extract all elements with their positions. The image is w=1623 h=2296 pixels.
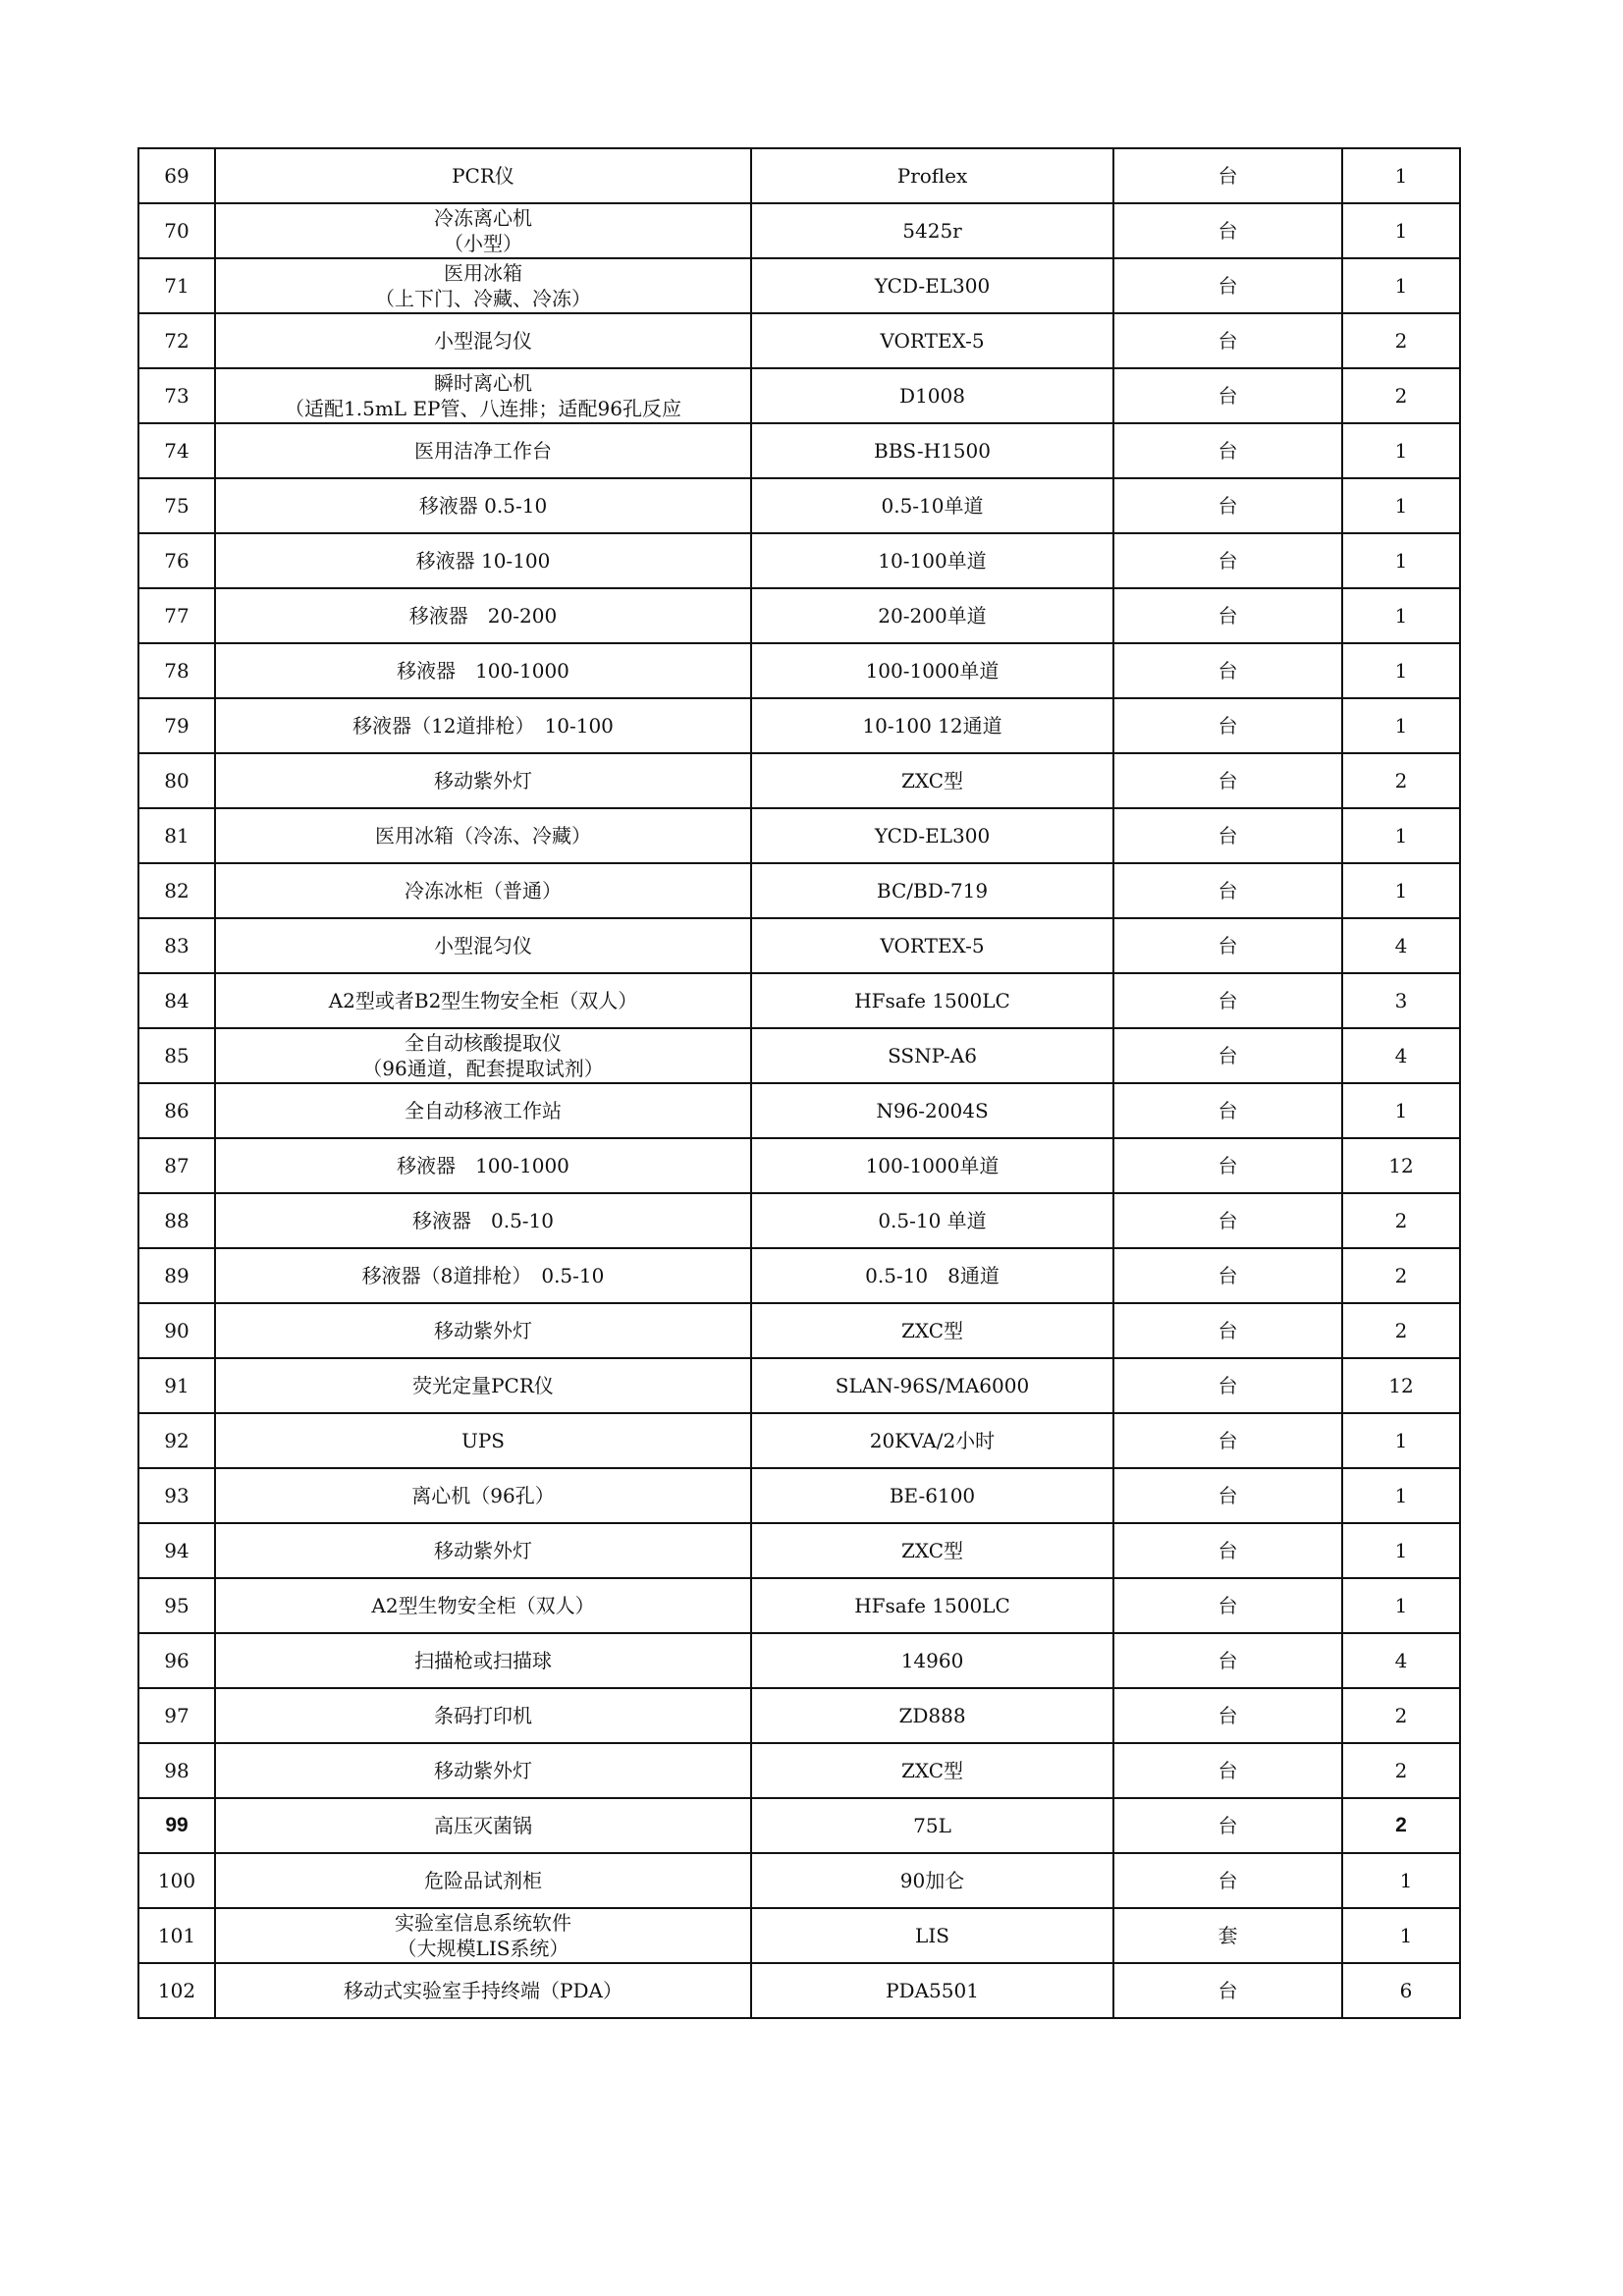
table-row bbox=[138, 478, 1460, 533]
quantity-cell: 2 bbox=[1342, 1743, 1460, 1798]
unit-cell: 台 bbox=[1113, 1633, 1342, 1688]
unit-cell: 台 bbox=[1113, 1963, 1342, 2018]
equipment-name-cell: 移液器（12道排枪） 10-100 bbox=[215, 698, 751, 753]
row-number-cell: 82 bbox=[138, 863, 215, 918]
quantity-cell: 2 bbox=[1342, 753, 1460, 808]
quantity-cell: 1 bbox=[1342, 863, 1460, 918]
unit-cell: 台 bbox=[1113, 258, 1342, 313]
table-row bbox=[138, 698, 1460, 753]
model-spec-cell: 20KVA/2小时 bbox=[751, 1413, 1113, 1468]
table-row bbox=[138, 1798, 1460, 1853]
unit-cell: 台 bbox=[1113, 643, 1342, 698]
table-row bbox=[138, 1358, 1460, 1413]
table-row bbox=[138, 1743, 1460, 1798]
quantity-cell: 1 bbox=[1342, 1523, 1460, 1578]
table-row bbox=[138, 808, 1460, 863]
model-spec-cell: SLAN-96S/MA6000 bbox=[751, 1358, 1113, 1413]
model-spec-cell: 14960 bbox=[751, 1633, 1113, 1688]
row-number-cell: 89 bbox=[138, 1248, 215, 1303]
model-spec-cell: BBS-H1500 bbox=[751, 423, 1113, 478]
row-number-cell: 88 bbox=[138, 1193, 215, 1248]
row-number-cell: 94 bbox=[138, 1523, 215, 1578]
equipment-name-cell: 移液器 10-100 bbox=[215, 533, 751, 588]
equipment-name-cell: A2型生物安全柜（双人） bbox=[215, 1578, 751, 1633]
model-spec-cell: 75L bbox=[751, 1798, 1113, 1853]
table-row bbox=[138, 863, 1460, 918]
equipment-name-cell: 医用冰箱 （上下门、冷藏、冷冻） bbox=[215, 258, 751, 313]
unit-cell: 台 bbox=[1113, 478, 1342, 533]
model-spec-cell: PDA5501 bbox=[751, 1963, 1113, 2018]
quantity-cell: 2 bbox=[1342, 368, 1460, 423]
unit-cell: 台 bbox=[1113, 203, 1342, 258]
model-spec-cell: HFsafe 1500LC bbox=[751, 973, 1113, 1028]
unit-cell: 台 bbox=[1113, 1303, 1342, 1358]
unit-cell: 台 bbox=[1113, 1193, 1342, 1248]
quantity-cell: 1 bbox=[1342, 1468, 1460, 1523]
row-number-cell: 81 bbox=[138, 808, 215, 863]
table-row bbox=[138, 1193, 1460, 1248]
table-row bbox=[138, 203, 1460, 258]
model-spec-cell: ZXC型 bbox=[751, 1303, 1113, 1358]
table-row bbox=[138, 1138, 1460, 1193]
equipment-name-cell: 移动紫外灯 bbox=[215, 753, 751, 808]
model-spec-cell: BE-6100 bbox=[751, 1468, 1113, 1523]
table-row bbox=[138, 1963, 1460, 2018]
unit-cell: 台 bbox=[1113, 1578, 1342, 1633]
quantity-cell: 1 bbox=[1342, 808, 1460, 863]
equipment-name-cell: 冷冻冰柜（普通） bbox=[215, 863, 751, 918]
quantity-cell: 4 bbox=[1342, 1633, 1460, 1688]
table-row bbox=[138, 1083, 1460, 1138]
equipment-name-cell: 移动紫外灯 bbox=[215, 1743, 751, 1798]
table-row bbox=[138, 1028, 1460, 1083]
unit-cell: 台 bbox=[1113, 698, 1342, 753]
table-row bbox=[138, 533, 1460, 588]
equipment-name-cell: PCR仪 bbox=[215, 148, 751, 203]
quantity-cell: 2 bbox=[1342, 1303, 1460, 1358]
quantity-cell: 1 bbox=[1342, 258, 1460, 313]
quantity-cell: 1 bbox=[1342, 203, 1460, 258]
equipment-name-cell: 瞬时离心机 （适配1.5mL EP管、八连排；适配96孔反应 bbox=[215, 368, 751, 423]
equipment-name-cell: 移动式实验室手持终端（PDA） bbox=[215, 1963, 751, 2018]
quantity-cell: 4 bbox=[1342, 1028, 1460, 1083]
unit-cell: 台 bbox=[1113, 148, 1342, 203]
equipment-name-cell: UPS bbox=[215, 1413, 751, 1468]
equipment-name-cell: 高压灭菌锅 bbox=[215, 1798, 751, 1853]
quantity-cell: 12 bbox=[1342, 1138, 1460, 1193]
quantity-cell: 1 bbox=[1342, 1083, 1460, 1138]
equipment-name-cell: 移液器 20-200 bbox=[215, 588, 751, 643]
equipment-name-cell: 荧光定量PCR仪 bbox=[215, 1358, 751, 1413]
unit-cell: 台 bbox=[1113, 753, 1342, 808]
row-number-cell: 76 bbox=[138, 533, 215, 588]
model-spec-cell: ZD888 bbox=[751, 1688, 1113, 1743]
table-row bbox=[138, 1303, 1460, 1358]
table-row bbox=[138, 313, 1460, 368]
row-number-cell: 93 bbox=[138, 1468, 215, 1523]
unit-cell: 台 bbox=[1113, 1358, 1342, 1413]
quantity-cell: 12 bbox=[1342, 1358, 1460, 1413]
table-row bbox=[138, 1908, 1460, 1963]
quantity-cell: 4 bbox=[1342, 918, 1460, 973]
row-number-cell: 84 bbox=[138, 973, 215, 1028]
row-number-cell: 83 bbox=[138, 918, 215, 973]
equipment-name-cell: 移液器 0.5-10 bbox=[215, 1193, 751, 1248]
quantity-cell: 1 bbox=[1342, 1853, 1460, 1908]
equipment-name-cell: 离心机（96孔） bbox=[215, 1468, 751, 1523]
table-row bbox=[138, 258, 1460, 313]
model-spec-cell: 5425r bbox=[751, 203, 1113, 258]
quantity-cell: 1 bbox=[1342, 148, 1460, 203]
table-body bbox=[138, 148, 1460, 2018]
table-row bbox=[138, 423, 1460, 478]
row-number-cell: 97 bbox=[138, 1688, 215, 1743]
row-number-cell: 75 bbox=[138, 478, 215, 533]
equipment-name-cell: 医用冰箱（冷冻、冷藏） bbox=[215, 808, 751, 863]
quantity-cell: 1 bbox=[1342, 698, 1460, 753]
quantity-cell: 2 bbox=[1342, 1193, 1460, 1248]
model-spec-cell: BC/BD-719 bbox=[751, 863, 1113, 918]
quantity-cell: 1 bbox=[1342, 423, 1460, 478]
equipment-name-cell: 全自动移液工作站 bbox=[215, 1083, 751, 1138]
table-row bbox=[138, 588, 1460, 643]
row-number-cell: 85 bbox=[138, 1028, 215, 1083]
row-number-cell: 90 bbox=[138, 1303, 215, 1358]
model-spec-cell: 0.5-10 单道 bbox=[751, 1193, 1113, 1248]
quantity-cell: 1 bbox=[1342, 643, 1460, 698]
model-spec-cell: ZXC型 bbox=[751, 1523, 1113, 1578]
unit-cell: 台 bbox=[1113, 533, 1342, 588]
table-row bbox=[138, 1633, 1460, 1688]
row-number-cell: 73 bbox=[138, 368, 215, 423]
model-spec-cell: N96-2004S bbox=[751, 1083, 1113, 1138]
equipment-name-cell: 全自动核酸提取仪 （96通道，配套提取试剂） bbox=[215, 1028, 751, 1083]
model-spec-cell: 10-100单道 bbox=[751, 533, 1113, 588]
equipment-name-cell: 移液器 100-1000 bbox=[215, 1138, 751, 1193]
equipment-name-cell: 扫描枪或扫描球 bbox=[215, 1633, 751, 1688]
equipment-name-cell: A2型或者B2型生物安全柜（双人） bbox=[215, 973, 751, 1028]
row-number-cell: 71 bbox=[138, 258, 215, 313]
unit-cell: 套 bbox=[1113, 1908, 1342, 1963]
model-spec-cell: HFsafe 1500LC bbox=[751, 1578, 1113, 1633]
table-row bbox=[138, 753, 1460, 808]
quantity-cell: 3 bbox=[1342, 973, 1460, 1028]
unit-cell: 台 bbox=[1113, 1138, 1342, 1193]
equipment-name-cell: 条码打印机 bbox=[215, 1688, 751, 1743]
unit-cell: 台 bbox=[1113, 1743, 1342, 1798]
table-row bbox=[138, 1688, 1460, 1743]
model-spec-cell: VORTEX-5 bbox=[751, 918, 1113, 973]
unit-cell: 台 bbox=[1113, 1083, 1342, 1138]
model-spec-cell: ZXC型 bbox=[751, 1743, 1113, 1798]
unit-cell: 台 bbox=[1113, 973, 1342, 1028]
table-row bbox=[138, 973, 1460, 1028]
unit-cell: 台 bbox=[1113, 1798, 1342, 1853]
equipment-table bbox=[137, 147, 1461, 2019]
equipment-name-cell: 实验室信息系统软件 （大规模LIS系统） bbox=[215, 1908, 751, 1963]
unit-cell: 台 bbox=[1113, 368, 1342, 423]
table-row bbox=[138, 148, 1460, 203]
table-row bbox=[138, 643, 1460, 698]
row-number-cell: 95 bbox=[138, 1578, 215, 1633]
table-row bbox=[138, 1413, 1460, 1468]
equipment-name-cell: 移液器（8道排枪） 0.5-10 bbox=[215, 1248, 751, 1303]
row-number-cell: 69 bbox=[138, 148, 215, 203]
quantity-cell: 1 bbox=[1342, 533, 1460, 588]
unit-cell: 台 bbox=[1113, 808, 1342, 863]
unit-cell: 台 bbox=[1113, 423, 1342, 478]
row-number-cell: 70 bbox=[138, 203, 215, 258]
quantity-cell: 1 bbox=[1342, 1908, 1460, 1963]
quantity-cell: 2 bbox=[1342, 1248, 1460, 1303]
unit-cell: 台 bbox=[1113, 918, 1342, 973]
equipment-name-cell: 小型混匀仪 bbox=[215, 313, 751, 368]
unit-cell: 台 bbox=[1113, 588, 1342, 643]
model-spec-cell: ZXC型 bbox=[751, 753, 1113, 808]
table-row bbox=[138, 1523, 1460, 1578]
model-spec-cell: 10-100 12通道 bbox=[751, 698, 1113, 753]
row-number-cell: 87 bbox=[138, 1138, 215, 1193]
row-number-cell: 100 bbox=[138, 1853, 215, 1908]
quantity-cell: 1 bbox=[1342, 478, 1460, 533]
row-number-cell: 77 bbox=[138, 588, 215, 643]
model-spec-cell: VORTEX-5 bbox=[751, 313, 1113, 368]
row-number-cell: 96 bbox=[138, 1633, 215, 1688]
row-number-cell: 79 bbox=[138, 698, 215, 753]
row-number-cell: 98 bbox=[138, 1743, 215, 1798]
model-spec-cell: LIS bbox=[751, 1908, 1113, 1963]
row-number-cell: 91 bbox=[138, 1358, 215, 1413]
table-row bbox=[138, 918, 1460, 973]
table-row bbox=[138, 1578, 1460, 1633]
quantity-cell: 1 bbox=[1342, 588, 1460, 643]
unit-cell: 台 bbox=[1113, 1688, 1342, 1743]
row-number-cell: 86 bbox=[138, 1083, 215, 1138]
row-number-cell: 101 bbox=[138, 1908, 215, 1963]
unit-cell: 台 bbox=[1113, 1028, 1342, 1083]
equipment-name-cell: 移动紫外灯 bbox=[215, 1303, 751, 1358]
quantity-cell: 2 bbox=[1342, 1798, 1460, 1853]
quantity-cell: 2 bbox=[1342, 313, 1460, 368]
unit-cell: 台 bbox=[1113, 1468, 1342, 1523]
equipment-name-cell: 移液器 0.5-10 bbox=[215, 478, 751, 533]
model-spec-cell: YCD-EL300 bbox=[751, 808, 1113, 863]
table-row bbox=[138, 1468, 1460, 1523]
unit-cell: 台 bbox=[1113, 1413, 1342, 1468]
unit-cell: 台 bbox=[1113, 863, 1342, 918]
model-spec-cell: YCD-EL300 bbox=[751, 258, 1113, 313]
quantity-cell: 2 bbox=[1342, 1688, 1460, 1743]
equipment-name-cell: 医用洁净工作台 bbox=[215, 423, 751, 478]
unit-cell: 台 bbox=[1113, 313, 1342, 368]
row-number-cell: 74 bbox=[138, 423, 215, 478]
equipment-name-cell: 移液器 100-1000 bbox=[215, 643, 751, 698]
model-spec-cell: SSNP-A6 bbox=[751, 1028, 1113, 1083]
row-number-cell: 99 bbox=[138, 1798, 215, 1853]
table-row bbox=[138, 1853, 1460, 1908]
equipment-name-cell: 冷冻离心机 （小型） bbox=[215, 203, 751, 258]
equipment-name-cell: 移动紫外灯 bbox=[215, 1523, 751, 1578]
row-number-cell: 78 bbox=[138, 643, 215, 698]
model-spec-cell: 100-1000单道 bbox=[751, 643, 1113, 698]
row-number-cell: 80 bbox=[138, 753, 215, 808]
quantity-cell: 6 bbox=[1342, 1963, 1460, 2018]
row-number-cell: 102 bbox=[138, 1963, 215, 2018]
table-row bbox=[138, 1248, 1460, 1303]
quantity-cell: 1 bbox=[1342, 1578, 1460, 1633]
model-spec-cell: 100-1000单道 bbox=[751, 1138, 1113, 1193]
model-spec-cell: D1008 bbox=[751, 368, 1113, 423]
equipment-name-cell: 危险品试剂柜 bbox=[215, 1853, 751, 1908]
row-number-cell: 92 bbox=[138, 1413, 215, 1468]
row-number-cell: 72 bbox=[138, 313, 215, 368]
unit-cell: 台 bbox=[1113, 1248, 1342, 1303]
model-spec-cell: 90加仑 bbox=[751, 1853, 1113, 1908]
table-row bbox=[138, 368, 1460, 423]
unit-cell: 台 bbox=[1113, 1523, 1342, 1578]
model-spec-cell: 0.5-10 8通道 bbox=[751, 1248, 1113, 1303]
model-spec-cell: Proflex bbox=[751, 148, 1113, 203]
equipment-name-cell: 小型混匀仪 bbox=[215, 918, 751, 973]
quantity-cell: 1 bbox=[1342, 1413, 1460, 1468]
model-spec-cell: 20-200单道 bbox=[751, 588, 1113, 643]
model-spec-cell: 0.5-10单道 bbox=[751, 478, 1113, 533]
unit-cell: 台 bbox=[1113, 1853, 1342, 1908]
